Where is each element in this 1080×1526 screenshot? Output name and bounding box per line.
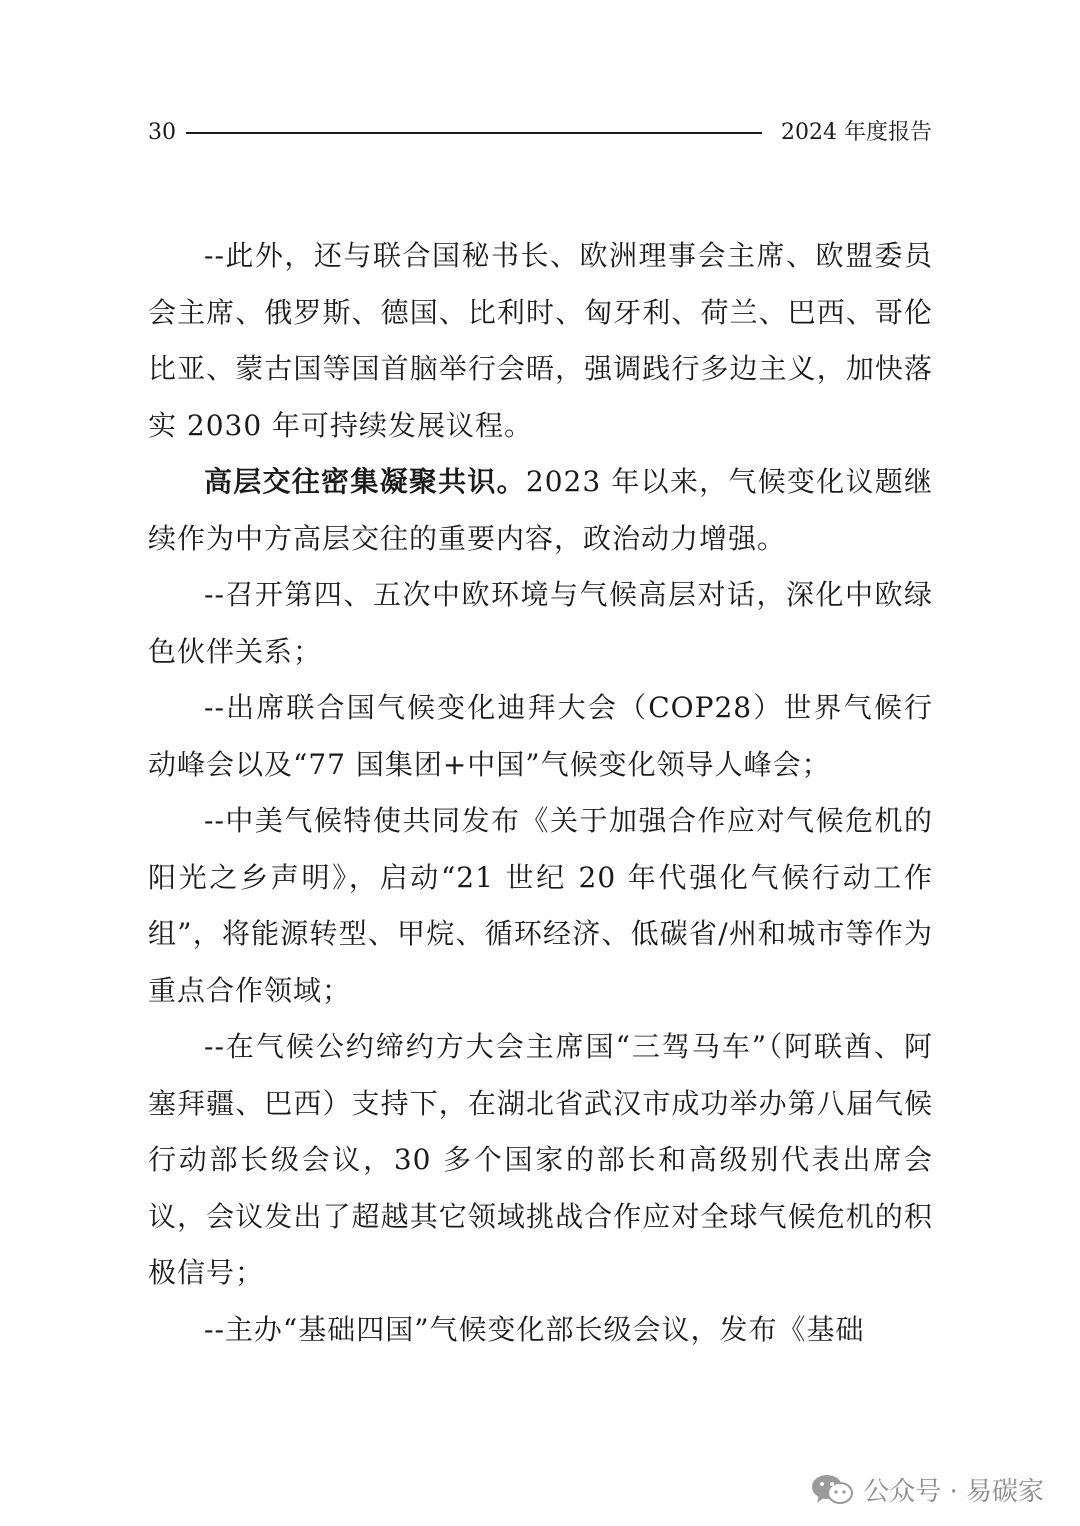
wechat-icon xyxy=(811,1473,853,1507)
paragraph: --在气候公约缔约方大会主席国“三驾马车”（阿联酋、阿塞拜疆、巴西）支持下，在湖北省武汉市成功举办第八届气候行动部长级会议，30 多个国家的部长和高级别代表出席会议，会议发出了超越其它领域挑战合作应对全球气候危机的积极信号； xyxy=(148,1030,933,1289)
paragraph: --主办“基础四国”气候变化部长级会议，发布《基础 xyxy=(204,1312,865,1346)
paragraph: --此外，还与联合国秘书长、欧洲理事会主席、欧盟委员会主席、俄罗斯、德国、比利时、匈牙利、荷兰、巴西、哥伦比亚、蒙古国等国首脑举行会晤，强调践行多边主义，加快落实 2030 年可持续发展议程。 xyxy=(148,239,933,442)
paragraph-highlight: 高层交往密集凝聚共识。2023 年以来，气候变化议题继续作为中方高层交往的重要内容，政治动力增强。 xyxy=(148,465,933,555)
header-rule xyxy=(186,132,762,134)
paragraph-lead: 高层交往密集凝聚共识。 xyxy=(204,465,526,498)
page-number: 30 xyxy=(148,120,176,145)
paragraph: --召开第四、五次中欧环境与气候高层对话，深化中欧绿色伙伴关系； xyxy=(148,578,933,668)
report-title: 2024 年度报告 xyxy=(781,120,932,145)
watermark xyxy=(811,1471,1044,1508)
page-header xyxy=(148,118,932,148)
paragraph: --中美气候特使共同发布《关于加强合作应对气候危机的阳光之乡声明》，启动“21 世纪 20 年代强化气候行动工作组”，将能源转型、甲烷、循环经济、低碳省/州和城市等作为重点合作领域； xyxy=(148,804,933,1007)
body-text xyxy=(148,228,933,1358)
paragraph: --出席联合国气候变化迪拜大会（COP28）世界气候行动峰会以及“77 国集团+中国”气候变化领导人峰会； xyxy=(148,691,933,781)
watermark-text: 公众号 · 易碳家 xyxy=(863,1477,1044,1507)
